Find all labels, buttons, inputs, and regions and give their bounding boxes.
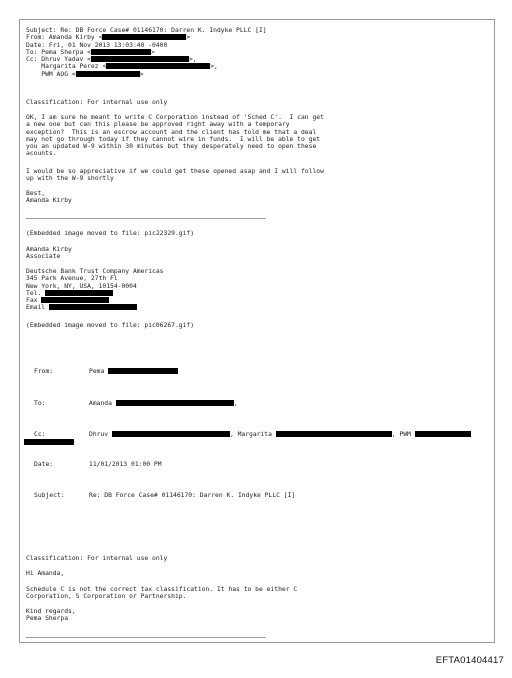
quoted-from-label: From:	[34, 368, 54, 375]
embedded-image-note: (Embedded image moved to file: pic22329.gif)	[26, 230, 195, 237]
signoff: Best, Amanda Kirby	[26, 190, 72, 205]
signature-company: Deutsche Bank Trust Company Americas	[26, 268, 164, 275]
header-to: To: Pema Sherpa <	[26, 48, 91, 56]
redaction-bar	[49, 304, 137, 310]
header-cc-3: PWM AOG <	[26, 70, 76, 78]
redaction-bar	[41, 297, 109, 303]
redaction-bar	[45, 290, 113, 296]
redaction-bar	[102, 34, 186, 40]
classification-notice: Classification: For internal use only	[26, 555, 168, 562]
redaction-bar	[91, 49, 151, 55]
quoted-subject-label: Subject:	[34, 492, 65, 499]
quoted-from-value: Pema	[89, 368, 178, 375]
redaction-bar	[106, 63, 210, 69]
header-cc: Cc: Dhruv Yadav <	[26, 56, 91, 64]
redaction-bar	[415, 431, 471, 437]
redaction-bar	[24, 439, 74, 445]
redaction-bar	[108, 368, 178, 374]
message-paragraph-2: I would be so appreciative if we could get these opened asap and I will follow up with the W-9 shortly	[26, 168, 324, 183]
redaction-bar	[76, 71, 140, 77]
quoted-cc-label: Cc:	[34, 431, 46, 438]
document-id: EFTA01404417	[435, 655, 504, 666]
header-cc-2: Margarita Perez <	[26, 63, 107, 71]
signature-name: Amanda Kirby	[26, 246, 72, 253]
quoted-to-value: Amanda ,	[89, 400, 238, 407]
redaction-bar	[91, 56, 189, 62]
header-subject: Subject: Re: DB Force Case# 01146170: Darren K. Indyke PLLC [I]	[26, 27, 267, 34]
reply-signoff: Kind regards, Pema Sherpa	[26, 608, 76, 623]
quoted-date-value: 11/01/2013 01:00 PM	[89, 461, 162, 468]
header-from: From: Amanda Kirby <	[26, 34, 103, 42]
message-paragraph-1: OK, I am sure he meant to write C Corporation instead of 'Sched C'. I can get a new one but can this please be approved right away with a temporary exception? This is an escrow account and the client has told me that a deal may not go through today if they cannot wire in funds. I will be able to get you an updated W-9 within 30 minutes but they desperately need to open these acounts.	[26, 114, 324, 158]
quoted-subject-value: Re: DB Force Case# 01146170: Darren K. Indyke PLLC [I]	[89, 492, 296, 499]
signature-title: Associate	[26, 253, 61, 261]
sender-contact-block: Deutsche Bank Trust Company Americas 345 Park Avenue, 27th Fl New York, NY, USA, 10154-0004 Tel. Fax Email	[26, 268, 164, 312]
redaction-bar	[112, 431, 230, 437]
separator-line	[26, 637, 266, 638]
quoted-to-label: To:	[34, 400, 46, 407]
email-header: Subject: Re: DB Force Case# 01146170: Darren K. Indyke PLLC [I] From: Amanda Kirby < > Date: Fri, 01 Nov 2013 13:03:40 -0400 To: Pema Sherpa < > Cc: Dhruv Yadav < >, Margarita Perez < >, PWM AOG < >	[26, 27, 267, 78]
document-page	[19, 19, 495, 643]
separator-line	[26, 218, 266, 219]
reply-body: Schedule C is not the correct tax classification. It has to be either C Corporation, S Corporation or Partnership.	[26, 586, 298, 601]
quoted-date-label: Date:	[34, 461, 54, 468]
embedded-image-note: (Embedded image moved to file: pic06267.gif)	[26, 322, 195, 329]
redaction-bar	[116, 400, 234, 406]
header-date: Date: Fri, 01 Nov 2013 13:03:40 -0400	[26, 41, 168, 49]
quoted-cc-value: Dhruv , Margarita , PWM	[89, 431, 471, 438]
classification-notice: Classification: For internal use only	[26, 99, 168, 106]
redaction-bar	[276, 431, 392, 437]
reply-greeting: Hi Amanda,	[26, 570, 65, 577]
sender-signature	[26, 246, 72, 261]
